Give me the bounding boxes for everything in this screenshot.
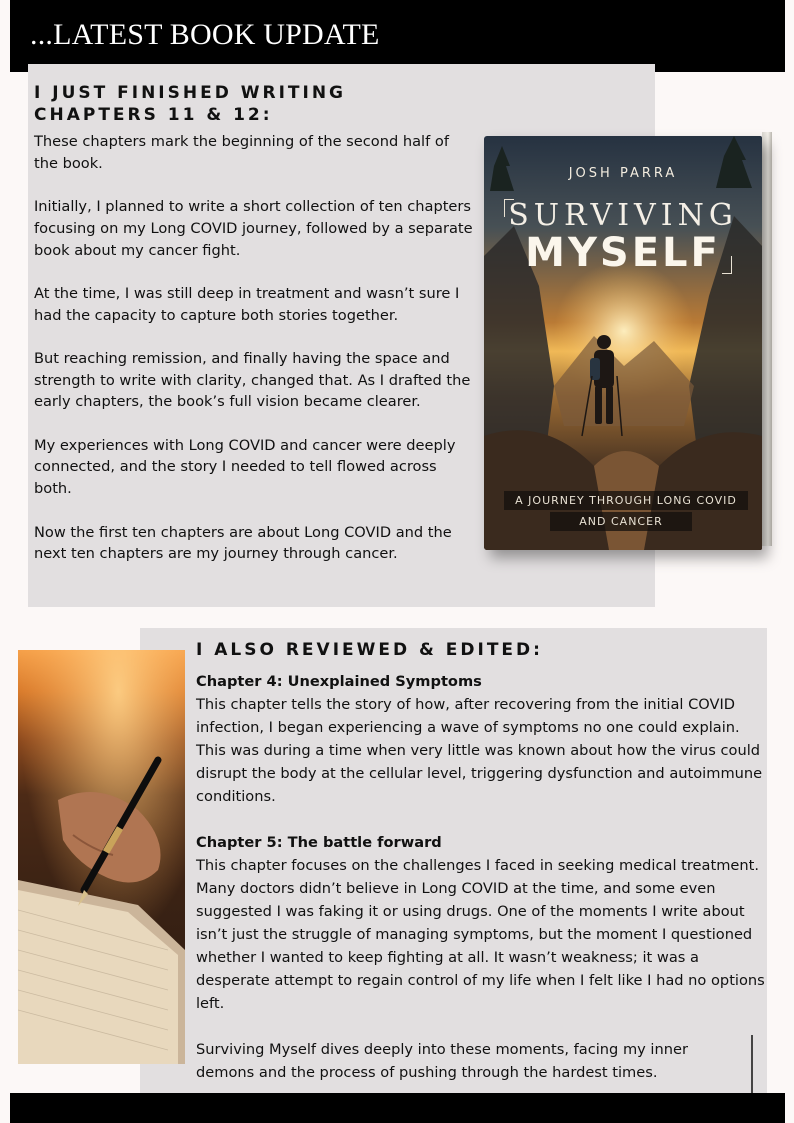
writing-illustration [18, 650, 185, 1064]
paragraph: These chapters mark the beginning of the second half of the book. [34, 133, 449, 172]
chapter-title: Chapter 4: Unexplained Symptoms [196, 673, 482, 690]
reviewed-edited-body [196, 670, 766, 1084]
book-title-line-1: SURVIVING [508, 198, 738, 233]
paragraph: But reaching remission, and finally having the space and strength to write with clarity, changed that. As I drafted the early chapters, the book’s full vision became clearer. [34, 349, 471, 411]
chapter-title: Chapter 5: The battle forward [196, 834, 442, 851]
heading-line-2: CHAPTERS 11 & 12: [34, 105, 273, 125]
reviewed-edited-heading: I ALSO REVIEWED & EDITED: [196, 640, 543, 660]
finished-writing-heading [34, 82, 346, 126]
chapter-5-block [196, 831, 766, 1015]
paragraph: At the time, I was still deep in treatment and wasn’t sure I had the capacity to capture both stories together. [34, 284, 460, 324]
book-title-line-2: MYSELF [525, 230, 721, 276]
closing-paragraph: Surviving Myself dives deeply into these moments, facing my inner demons and the process of pushing through the hardest times. [196, 1041, 688, 1081]
chapter-description: This chapter tells the story of how, after recovering from the initial COVID infection, I began experiencing a wave of symptoms no one could explain. This was during a time when very little was known about how the virus could disrupt the body at the cellular level, triggering dysfunction and autoimmune conditions. [196, 696, 763, 805]
page-title: ...LATEST BOOK UPDATE [30, 18, 380, 51]
paragraph: Now the first ten chapters are about Long COVID and the next ten chapters are my journey through cancer. [34, 523, 452, 563]
footer-bar [10, 1093, 785, 1123]
book-subtitle-line-1: A JOURNEY THROUGH LONG COVID [504, 491, 748, 510]
heading-line-1: I JUST FINISHED WRITING [34, 83, 347, 103]
book-spine [762, 132, 772, 546]
book-author: JOSH PARRA [568, 166, 678, 181]
book-subtitle-line-2: AND CANCER [550, 512, 692, 531]
finished-writing-body [34, 131, 474, 587]
paragraph: Initially, I planned to write a short collection of ten chapters focusing on my Long COVID journey, followed by a separate book about my cancer fight. [34, 198, 473, 259]
chapter-4-block [196, 670, 766, 808]
book-cover-image [484, 126, 772, 550]
chapter-description: This chapter focuses on the challenges I faced in seeking medical treatment. Many doctors didn’t believe in Long COVID at the time, and some even suggested I was faking it or using drugs. One of the moments I write about isn’t just the struggle of managing symptoms, but the moment I questioned whether I wanted to keep fighting at all. It wasn’t weakness; it was a desperate attempt to regain control of my life when I felt like I had no options left. [196, 857, 765, 1012]
hand-writing-photo [18, 650, 185, 1064]
book-cover [484, 136, 762, 550]
paragraph: My experiences with Long COVID and cancer were deeply connected, and the story I needed to tell flowed across both. [34, 436, 456, 498]
